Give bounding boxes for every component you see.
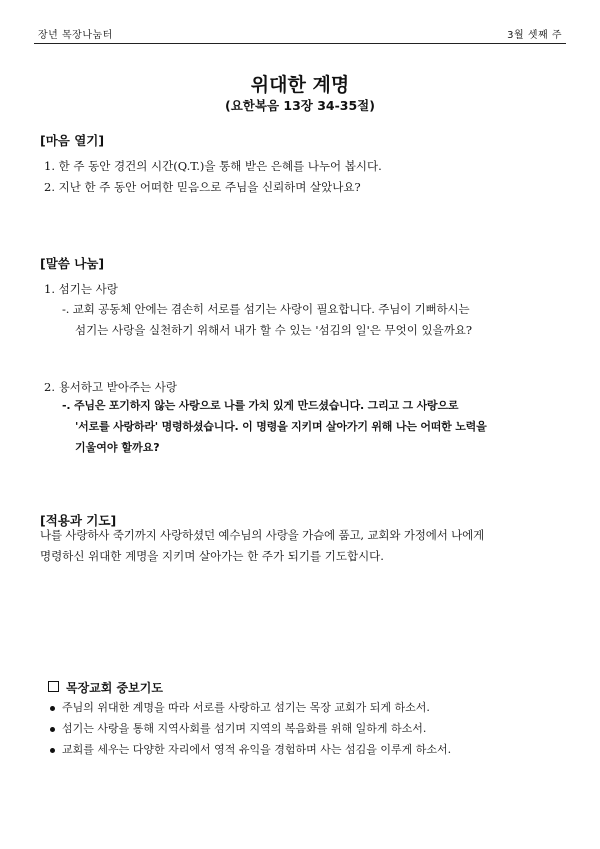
sharing-point-1-title: 1. 섬기는 사랑 (44, 282, 118, 296)
bullet-icon (50, 748, 55, 753)
sharing-point-2-line-1: -. 주님은 포기하지 않는 사랑으로 나를 가치 있게 만드셨습니다. 그리고 그 사랑으로 (62, 399, 459, 412)
header-divider (34, 43, 566, 44)
prayer-item-2: 섬기는 사랑을 통해 지역사회를 섬기며 지역의 복음화를 위해 일하게 하소서. (62, 722, 427, 735)
bullet-icon (50, 706, 55, 711)
sharing-heading: [말씀 나눔] (40, 256, 105, 271)
header-week-label: 3월 셋째 주 (507, 30, 562, 41)
sharing-point-1-line-1: -. 교회 공동체 안에는 겸손히 서로를 섬기는 사랑이 필요합니다. 주님이 기뻐하시는 (62, 302, 470, 316)
bullet-icon (50, 727, 55, 732)
sharing-point-2-title: 2. 용서하고 받아주는 사랑 (44, 380, 178, 394)
application-heading: [적용과 기도] (40, 513, 117, 528)
prayer-heading: 목장교회 중보기도 (66, 681, 163, 695)
opening-heading: [마음 열기] (40, 133, 105, 148)
header-left-label: 장년 목장나눔터 (38, 30, 113, 41)
sharing-point-2-line-2: '서로를 사랑하라' 명령하셨습니다. 이 명령을 지키며 살아가기 위해 나는 어떠한 노력을 (75, 420, 487, 433)
application-line-1: 나를 사랑하사 죽기까지 사랑하셨던 예수님의 사랑을 가슴에 품고, 교회와 가정에서 나에게 (40, 528, 485, 542)
scripture-reference: (요한복음 13장 34-35절) (225, 98, 375, 113)
page-title: 위대한 계명 (250, 74, 350, 96)
prayer-item-3: 교회를 세우는 다양한 자리에서 영적 유익을 경험하며 사는 섬김을 이루게 하소서. (62, 743, 452, 756)
prayer-item-1: 주님의 위대한 계명을 따라 서로를 사랑하고 섬기는 목장 교회가 되게 하소서. (62, 701, 430, 714)
checkbox-icon (48, 681, 59, 692)
sharing-point-1-line-2: 섬기는 사랑을 실천하기 위해서 내가 할 수 있는 '섬김의 일'은 무엇이 있을까요? (75, 323, 473, 337)
opening-item-2: 2. 지난 한 주 동안 어떠한 믿음으로 주님을 신뢰하며 살았나요? (44, 180, 361, 194)
application-line-2: 명령하신 위대한 계명을 지키며 살아가는 한 주가 되기를 기도합시다. (40, 549, 384, 563)
sharing-point-2-line-3: 기울여야 할까요? (75, 441, 160, 454)
opening-item-1: 1. 한 주 동안 경건의 시간(Q.T.)을 통해 받은 은혜를 나누어 봅시다. (44, 159, 382, 173)
